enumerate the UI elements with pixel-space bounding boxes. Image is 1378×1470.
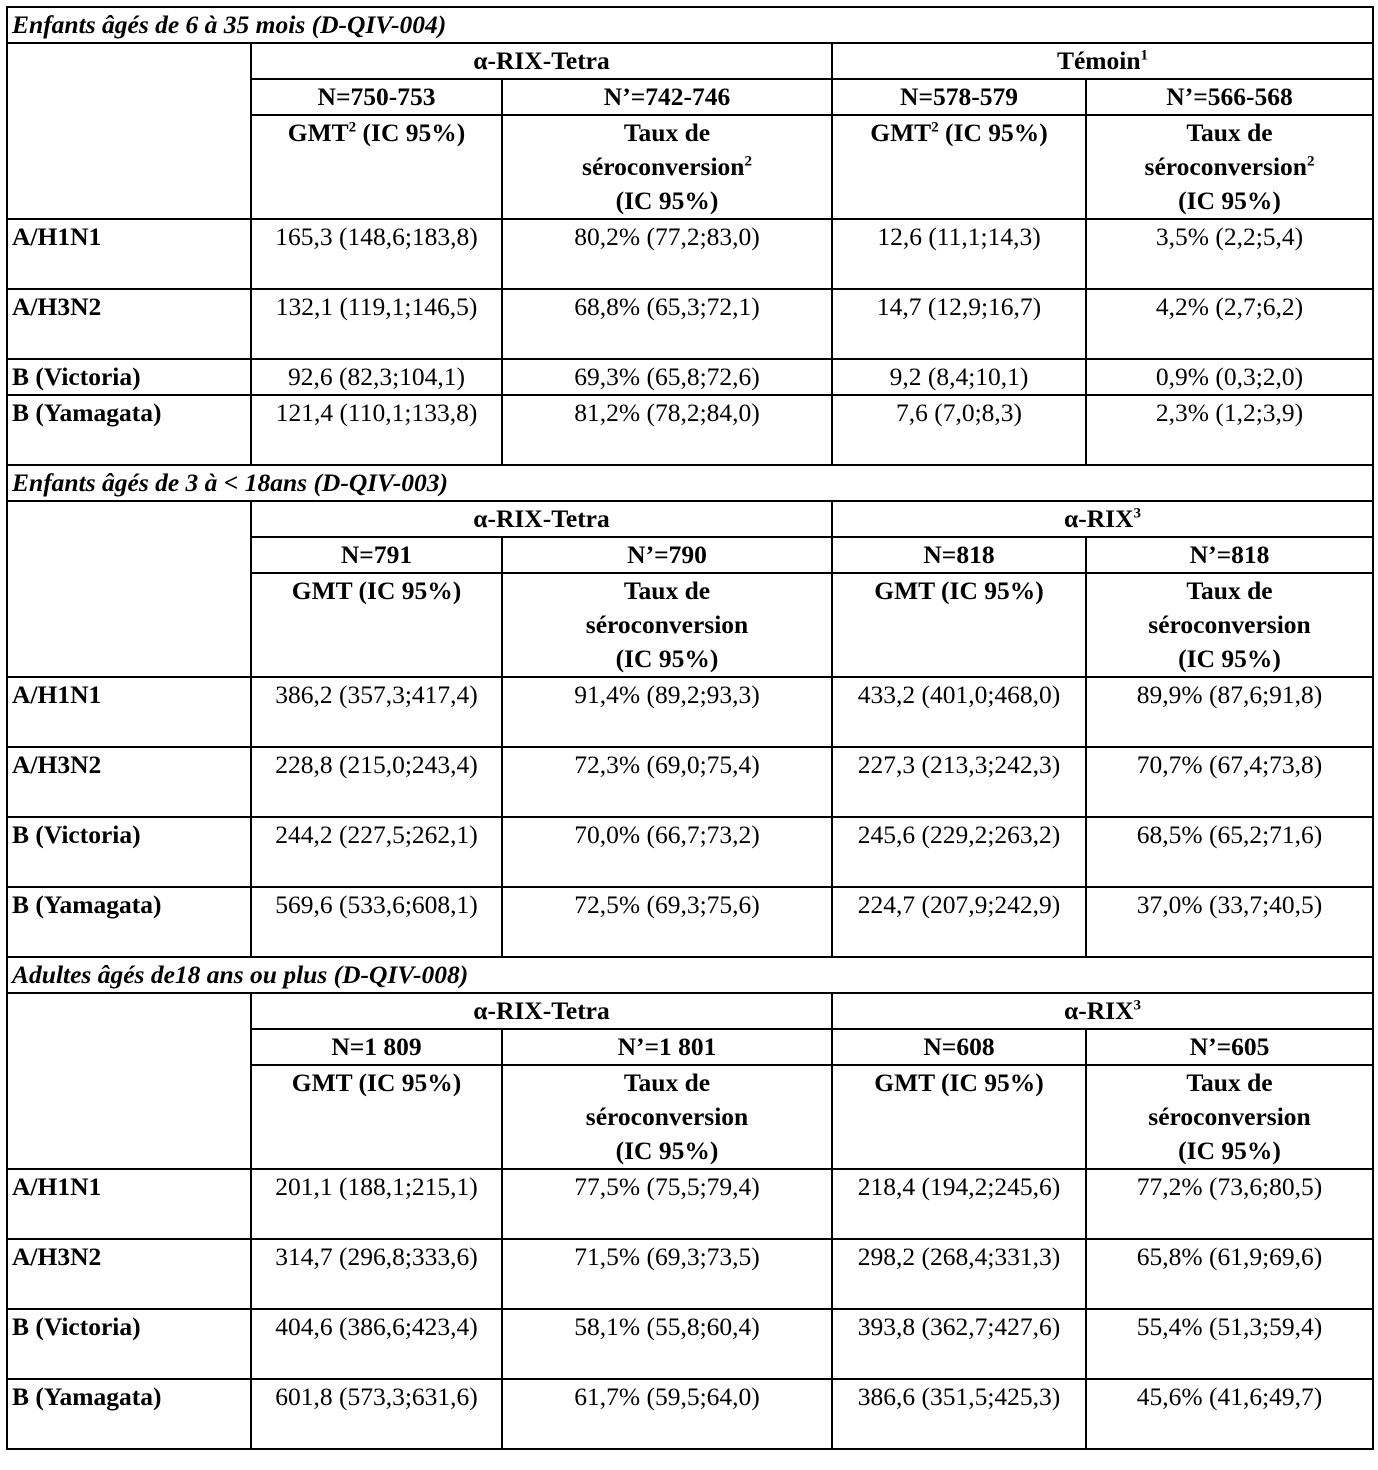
value-text: 433,2 (401,0;468,0)	[857, 680, 1061, 709]
strain-label	[7, 887, 251, 957]
value-text: 91,4% (89,2;93,3)	[574, 680, 760, 709]
n-header-text: N=750-753	[317, 82, 436, 111]
measure-label-line: Taux de	[1186, 1068, 1273, 1097]
value-text: 298,2 (268,4;331,3)	[857, 1242, 1061, 1271]
value-cell-sc1	[502, 219, 832, 289]
n-header-text: N’=818	[1189, 540, 1270, 569]
header-empty-cell	[7, 501, 251, 677]
value-cell-sc1	[502, 677, 832, 747]
value-text: 224,7 (207,9;242,9)	[857, 890, 1061, 919]
value-cell-gmt2	[832, 1309, 1086, 1379]
value-text: 37,0% (33,7;40,5)	[1136, 890, 1323, 919]
strain-label-text: A/H3N2	[12, 750, 102, 779]
strain-label	[7, 219, 251, 289]
value-cell-sc2	[1086, 1169, 1373, 1239]
value-cell-gmt2	[832, 747, 1086, 817]
immunogenicity-table-container	[6, 6, 1374, 1450]
value-cell-sc2	[1086, 289, 1373, 359]
value-cell-gmt1	[251, 1379, 502, 1449]
strain-label-text: A/H1N1	[12, 1172, 102, 1201]
value-cell-gmt1	[251, 817, 502, 887]
value-cell-gmt2	[832, 1379, 1086, 1449]
measure-label-line: (IC 95%)	[1178, 186, 1281, 215]
measure-label-text: GMT (IC 95%)	[291, 1068, 462, 1097]
value-text: 92,6 (82,3;104,1)	[287, 362, 466, 391]
value-cell-sc2	[1086, 219, 1373, 289]
value-cell-gmt2	[832, 289, 1086, 359]
value-text: 165,3 (148,6;183,8)	[275, 222, 478, 251]
n-header-text: N’=566-568	[1166, 82, 1293, 111]
measure-label	[502, 115, 832, 219]
value-cell-gmt1	[251, 359, 502, 395]
n-header	[502, 1029, 832, 1065]
section-title-row	[7, 465, 1373, 501]
value-cell-sc1	[502, 887, 832, 957]
value-text: 70,7% (67,4;73,8)	[1136, 750, 1323, 779]
header-empty-cell	[7, 993, 251, 1169]
measure-label-line: Taux de	[623, 1068, 711, 1097]
measure-label-line: Taux de	[623, 576, 711, 605]
group-header	[832, 43, 1373, 79]
measure-label	[832, 1065, 1086, 1169]
strain-label-text: A/H1N1	[12, 222, 102, 251]
strain-label-text: B (Yamagata)	[12, 1382, 162, 1411]
value-cell-gmt1	[251, 395, 502, 465]
value-text: 70,0% (66,7;73,2)	[574, 820, 760, 849]
value-text: 601,8 (573,3;631,6)	[275, 1382, 478, 1411]
value-text: 77,5% (75,5;79,4)	[574, 1172, 760, 1201]
measure-label-line-text: séroconversion	[585, 610, 749, 639]
n-header-text: N’=605	[1189, 1032, 1270, 1061]
value-cell-sc1	[502, 289, 832, 359]
measure-label-line	[507, 1100, 827, 1134]
table-row	[7, 359, 1373, 395]
value-text: 72,5% (69,3;75,6)	[574, 890, 760, 919]
value-cell-gmt2	[832, 1169, 1086, 1239]
value-text: 45,6% (41,6;49,7)	[1136, 1382, 1323, 1411]
value-cell-gmt1	[251, 747, 502, 817]
n-header	[251, 1029, 502, 1065]
measure-label-line: (IC 95%)	[1178, 1136, 1281, 1165]
value-text: 65,8% (61,9;69,6)	[1136, 1242, 1323, 1271]
measure-label-line	[1091, 608, 1368, 642]
group-header-row	[7, 993, 1373, 1029]
value-text: 7,6 (7,0;8,3)	[895, 398, 1023, 427]
value-cell-sc2	[1086, 359, 1373, 395]
measure-label-line: (IC 95%)	[615, 644, 719, 673]
measure-label-line	[507, 608, 827, 642]
measure-label-line: (IC 95%)	[615, 1136, 719, 1165]
strain-label-text: B (Victoria)	[12, 362, 141, 391]
value-text: 58,1% (55,8;60,4)	[574, 1312, 760, 1341]
n-header	[1086, 79, 1373, 115]
value-cell-gmt1	[251, 219, 502, 289]
value-text: 80,2% (77,2;83,0)	[574, 222, 760, 251]
n-header-text: N=578-579	[900, 82, 1018, 111]
value-text: 3,5% (2,2;5,4)	[1155, 222, 1304, 251]
strain-label-text: B (Victoria)	[12, 1312, 141, 1341]
measure-label-text: GMT (IC 95%)	[291, 576, 462, 605]
group-name: α-RIX-Tetra	[473, 504, 610, 533]
header-empty-cell	[7, 43, 251, 219]
measure-label-rest: (IC 95%)	[938, 118, 1048, 147]
value-cell-sc2	[1086, 887, 1373, 957]
section-title-row	[7, 7, 1373, 43]
section-title-text: Enfants âgés de 6 à 35 mois (D-QIV-004)	[12, 10, 447, 39]
value-cell-gmt1	[251, 677, 502, 747]
n-header	[502, 79, 832, 115]
immunogenicity-table	[6, 6, 1374, 1450]
measure-label-line-text: séroconversion	[585, 1102, 749, 1131]
value-text: 2,3% (1,2;3,9)	[1155, 398, 1304, 427]
value-text: 386,6 (351,5;425,3)	[857, 1382, 1061, 1411]
section-title-text: Enfants âgés de 3 à < 18ans (D-QIV-003)	[12, 468, 449, 497]
value-text: 72,3% (69,0;75,4)	[574, 750, 760, 779]
n-header-text: N=608	[923, 1032, 995, 1061]
measure-label-line: (IC 95%)	[1178, 644, 1281, 673]
value-text: 55,4% (51,3;59,4)	[1136, 1312, 1323, 1341]
measure-label-line	[1091, 150, 1368, 184]
n-header	[251, 79, 502, 115]
measure-label-line: Taux de	[623, 118, 711, 147]
value-text: 77,2% (73,6;80,5)	[1136, 1172, 1323, 1201]
value-cell-sc2	[1086, 817, 1373, 887]
section-title-row	[7, 957, 1373, 993]
value-cell-gmt2	[832, 817, 1086, 887]
section-title	[7, 465, 1373, 501]
measure-label	[251, 1065, 502, 1169]
strain-label	[7, 817, 251, 887]
n-header-text: N=1 809	[331, 1032, 422, 1061]
value-cell-sc1	[502, 1239, 832, 1309]
measure-label-line-text: séroconversion	[1148, 610, 1311, 639]
table-row	[7, 677, 1373, 747]
group-name: Témoin	[1056, 46, 1141, 75]
value-text: 245,6 (229,2;263,2)	[857, 820, 1061, 849]
table-row	[7, 1239, 1373, 1309]
group-header	[251, 43, 832, 79]
measure-label-line-text: séroconversion	[1144, 152, 1307, 181]
strain-label	[7, 1309, 251, 1379]
strain-label-text: B (Yamagata)	[12, 890, 162, 919]
n-header-text: N’=790	[627, 540, 707, 569]
n-header	[832, 1029, 1086, 1065]
value-text: 121,4 (110,1;133,8)	[275, 398, 478, 427]
table-row	[7, 887, 1373, 957]
value-cell-sc1	[502, 817, 832, 887]
value-cell-sc2	[1086, 1309, 1373, 1379]
value-cell-sc1	[502, 1379, 832, 1449]
measure-label	[832, 573, 1086, 677]
value-text: 71,5% (69,3;73,5)	[574, 1242, 760, 1271]
value-text: 69,3% (65,8;72,6)	[574, 362, 760, 391]
value-cell-sc2	[1086, 395, 1373, 465]
value-text: 14,7 (12,9;16,7)	[876, 292, 1042, 321]
value-text: 393,8 (362,7;427,6)	[857, 1312, 1061, 1341]
footnote-ref: 1	[1140, 47, 1149, 64]
footnote-ref: 2	[744, 153, 752, 170]
value-cell-gmt1	[251, 1309, 502, 1379]
measure-label-text: GMT	[287, 118, 349, 147]
value-text: 569,6 (533,6;608,1)	[275, 890, 478, 919]
group-header	[832, 501, 1373, 537]
value-cell-sc1	[502, 395, 832, 465]
strain-label	[7, 677, 251, 747]
section-title	[7, 7, 1373, 43]
n-header	[832, 537, 1086, 573]
group-header	[251, 993, 832, 1029]
footnote-ref: 2	[348, 119, 357, 136]
value-text: 4,2% (2,7;6,2)	[1155, 292, 1304, 321]
value-text: 218,4 (194,2;245,6)	[857, 1172, 1061, 1201]
group-name: α-RIX-Tetra	[473, 46, 610, 75]
value-text: 9,2 (8,4;10,1)	[889, 362, 1029, 391]
table-row	[7, 747, 1373, 817]
value-cell-gmt2	[832, 395, 1086, 465]
value-text: 201,1 (188,1;215,1)	[275, 1172, 478, 1201]
measure-label-line	[507, 150, 827, 184]
value-cell-sc2	[1086, 677, 1373, 747]
value-cell-gmt1	[251, 289, 502, 359]
value-cell-sc2	[1086, 1239, 1373, 1309]
group-name: α-RIX	[1064, 504, 1134, 533]
n-header-text: N=791	[340, 540, 413, 569]
strain-label	[7, 395, 251, 465]
n-header	[251, 537, 502, 573]
footnote-ref: 2	[931, 119, 939, 136]
group-header-row	[7, 43, 1373, 79]
strain-label	[7, 289, 251, 359]
group-header	[251, 501, 832, 537]
measure-label-line-text: séroconversion	[1148, 1102, 1311, 1131]
table-row	[7, 1309, 1373, 1379]
value-cell-sc2	[1086, 747, 1373, 817]
value-text: 0,9% (0,3;2,0)	[1155, 362, 1304, 391]
strain-label	[7, 1169, 251, 1239]
group-header	[832, 993, 1373, 1029]
n-header	[832, 79, 1086, 115]
value-text: 132,1 (119,1;146,5)	[275, 292, 478, 321]
measure-label-line: Taux de	[1186, 118, 1273, 147]
value-cell-gmt2	[832, 359, 1086, 395]
section-title	[7, 957, 1373, 993]
measure-label-text: GMT	[870, 118, 932, 147]
measure-label-line: Taux de	[1186, 576, 1273, 605]
value-cell-sc1	[502, 1169, 832, 1239]
measure-label	[1086, 1065, 1373, 1169]
n-header-text: N’=1 801	[617, 1032, 717, 1061]
n-header-text: N’=742-746	[603, 82, 731, 111]
value-cell-sc1	[502, 359, 832, 395]
strain-label	[7, 1379, 251, 1449]
value-cell-gmt2	[832, 677, 1086, 747]
n-header	[502, 537, 832, 573]
value-cell-gmt2	[832, 887, 1086, 957]
group-name: α-RIX	[1064, 996, 1134, 1025]
value-text: 89,9% (87,6;91,8)	[1136, 680, 1323, 709]
footnote-ref: 2	[1306, 153, 1315, 170]
table-row	[7, 289, 1373, 359]
value-text: 244,2 (227,5;262,1)	[275, 820, 478, 849]
group-name: α-RIX-Tetra	[473, 996, 610, 1025]
value-text: 386,2 (357,3;417,4)	[275, 680, 478, 709]
value-text: 314,7 (296,8;333,6)	[275, 1242, 478, 1271]
value-text: 68,8% (65,3;72,1)	[574, 292, 760, 321]
table-row	[7, 1379, 1373, 1449]
measure-label	[502, 573, 832, 677]
strain-label	[7, 747, 251, 817]
value-text: 12,6 (11,1;14,3)	[877, 222, 1041, 251]
value-text: 227,3 (213,3;242,3)	[857, 750, 1061, 779]
measure-label	[1086, 573, 1373, 677]
measure-label	[1086, 115, 1373, 219]
table-row	[7, 395, 1373, 465]
measure-label-text: GMT (IC 95%)	[874, 576, 1044, 605]
value-cell-sc1	[502, 747, 832, 817]
n-header	[1086, 1029, 1373, 1065]
section-title-text: Adultes âgés de18 ans ou plus (D-QIV-008)	[12, 960, 469, 989]
table-row	[7, 817, 1373, 887]
value-cell-gmt1	[251, 887, 502, 957]
strain-label	[7, 359, 251, 395]
measure-label	[251, 573, 502, 677]
measure-label	[832, 115, 1086, 219]
strain-label-text: B (Victoria)	[12, 820, 141, 849]
strain-label-text: A/H3N2	[12, 1242, 102, 1271]
strain-label-text: A/H1N1	[12, 680, 102, 709]
value-cell-gmt2	[832, 219, 1086, 289]
measure-label-rest: (IC 95%)	[356, 118, 466, 147]
value-cell-sc2	[1086, 1379, 1373, 1449]
measure-label-line-text: séroconversion	[582, 152, 745, 181]
measure-label	[251, 115, 502, 219]
strain-label-text: B (Yamagata)	[12, 398, 162, 427]
strain-label-text: A/H3N2	[12, 292, 102, 321]
value-cell-gmt2	[832, 1239, 1086, 1309]
footnote-ref: 3	[1133, 505, 1141, 522]
measure-label-line	[1091, 1100, 1368, 1134]
table-row	[7, 1169, 1373, 1239]
footnote-ref: 3	[1133, 997, 1141, 1014]
measure-label	[502, 1065, 832, 1169]
group-header-row	[7, 501, 1373, 537]
measure-label-line: (IC 95%)	[615, 186, 719, 215]
strain-label	[7, 1239, 251, 1309]
measure-label-text: GMT (IC 95%)	[874, 1068, 1044, 1097]
value-cell-gmt1	[251, 1239, 502, 1309]
table-body	[7, 7, 1373, 1449]
value-text: 81,2% (78,2;84,0)	[574, 398, 760, 427]
table-row	[7, 219, 1373, 289]
value-text: 228,8 (215,0;243,4)	[275, 750, 478, 779]
n-header	[1086, 537, 1373, 573]
value-cell-sc1	[502, 1309, 832, 1379]
n-header-text: N=818	[923, 540, 995, 569]
value-cell-gmt1	[251, 1169, 502, 1239]
value-text: 68,5% (65,2;71,6)	[1136, 820, 1323, 849]
value-text: 404,6 (386,6;423,4)	[275, 1312, 478, 1341]
value-text: 61,7% (59,5;64,0)	[574, 1382, 760, 1411]
